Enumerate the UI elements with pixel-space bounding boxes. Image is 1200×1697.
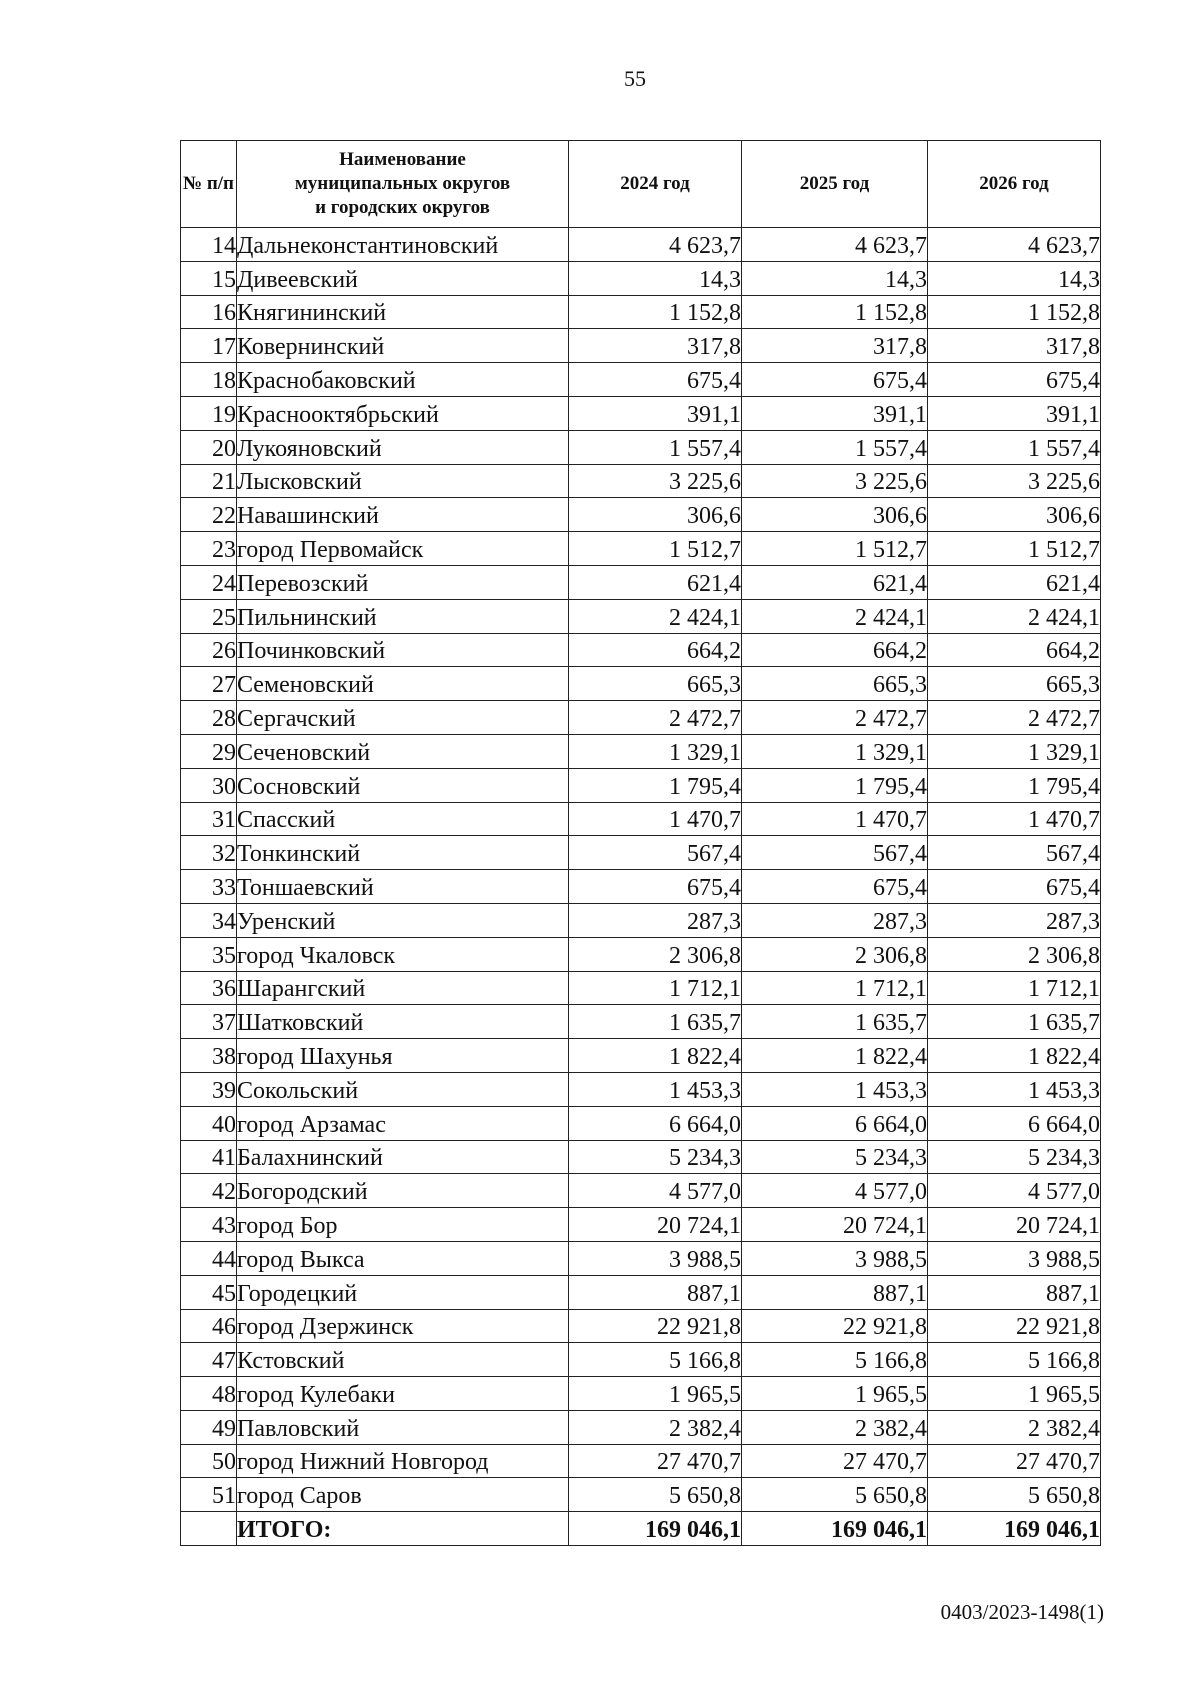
- value-2025: 567,4: [742, 836, 928, 870]
- row-name: город Бор: [237, 1208, 569, 1242]
- table-row: [181, 1343, 1101, 1377]
- value-2026: 1 635,7: [928, 1005, 1101, 1039]
- value-2026: 621,4: [928, 565, 1101, 599]
- table-row: [181, 532, 1101, 566]
- row-name: Городецкий: [237, 1275, 569, 1309]
- table-row: [181, 1072, 1101, 1106]
- row-number: 31: [181, 802, 237, 836]
- value-2026: 4 623,7: [928, 228, 1101, 262]
- value-2026: 887,1: [928, 1275, 1101, 1309]
- value-2024: 1 329,1: [569, 734, 742, 768]
- table-row: [181, 396, 1101, 430]
- header-2026: 2026 год: [928, 141, 1101, 228]
- value-2024: 1 822,4: [569, 1039, 742, 1073]
- value-2025: 2 472,7: [742, 701, 928, 735]
- header-name-line-2: муниципальных округов: [294, 173, 511, 194]
- value-2025: 1 512,7: [742, 532, 928, 566]
- row-number: 30: [181, 768, 237, 802]
- table-row: [181, 971, 1101, 1005]
- value-2024: 2 382,4: [569, 1410, 742, 1444]
- value-2026: 4 577,0: [928, 1174, 1101, 1208]
- table-row: [181, 1275, 1101, 1309]
- table-row: [181, 1444, 1101, 1478]
- table-row: [181, 228, 1101, 262]
- value-2024: 675,4: [569, 363, 742, 397]
- value-2025: 5 234,3: [742, 1140, 928, 1174]
- value-2024: 664,2: [569, 633, 742, 667]
- table-row: [181, 1140, 1101, 1174]
- value-2026: 664,2: [928, 633, 1101, 667]
- value-2025: 665,3: [742, 667, 928, 701]
- table-body: [181, 228, 1101, 1546]
- value-2024: 4 623,7: [569, 228, 742, 262]
- row-number: 29: [181, 734, 237, 768]
- value-2024: 1 965,5: [569, 1377, 742, 1411]
- value-2024: 1 470,7: [569, 802, 742, 836]
- value-2025: 887,1: [742, 1275, 928, 1309]
- value-2026: 1 453,3: [928, 1072, 1101, 1106]
- value-2026: 3 988,5: [928, 1241, 1101, 1275]
- value-2026: 1 965,5: [928, 1377, 1101, 1411]
- total-2024: 169 046,1: [569, 1512, 742, 1546]
- header-num: № п/п: [181, 141, 237, 228]
- table-row: [181, 1106, 1101, 1140]
- row-name: Шарангский: [237, 971, 569, 1005]
- table-row: [181, 701, 1101, 735]
- value-2025: 2 382,4: [742, 1410, 928, 1444]
- row-name: Дальнеконстантиновский: [237, 228, 569, 262]
- value-2025: 1 712,1: [742, 971, 928, 1005]
- value-2026: 1 470,7: [928, 802, 1101, 836]
- value-2026: 14,3: [928, 261, 1101, 295]
- row-name: Княгининский: [237, 295, 569, 329]
- value-2025: 4 577,0: [742, 1174, 928, 1208]
- value-2025: 1 822,4: [742, 1039, 928, 1073]
- value-2024: 287,3: [569, 903, 742, 937]
- table-row: [181, 464, 1101, 498]
- value-2024: 22 921,8: [569, 1309, 742, 1343]
- value-2024: 1 795,4: [569, 768, 742, 802]
- value-2024: 1 512,7: [569, 532, 742, 566]
- row-name: Богородский: [237, 1174, 569, 1208]
- value-2024: 1 453,3: [569, 1072, 742, 1106]
- row-number: 27: [181, 667, 237, 701]
- row-name: город Арзамас: [237, 1106, 569, 1140]
- value-2024: 665,3: [569, 667, 742, 701]
- value-2025: 3 988,5: [742, 1241, 928, 1275]
- table-row: [181, 836, 1101, 870]
- row-number: 41: [181, 1140, 237, 1174]
- row-number: 23: [181, 532, 237, 566]
- row-name: город Нижний Новгород: [237, 1444, 569, 1478]
- row-number: 47: [181, 1343, 237, 1377]
- row-name: Починковский: [237, 633, 569, 667]
- value-2025: 3 225,6: [742, 464, 928, 498]
- header-name-line-3: и городских округов: [315, 197, 490, 218]
- value-2025: 5 650,8: [742, 1478, 928, 1512]
- value-2026: 1 329,1: [928, 734, 1101, 768]
- value-2026: 1 152,8: [928, 295, 1101, 329]
- row-name: Сергачский: [237, 701, 569, 735]
- value-2025: 1 453,3: [742, 1072, 928, 1106]
- row-number: 38: [181, 1039, 237, 1073]
- header-name: [237, 141, 569, 228]
- value-2025: 27 470,7: [742, 1444, 928, 1478]
- value-2025: 1 470,7: [742, 802, 928, 836]
- value-2025: 5 166,8: [742, 1343, 928, 1377]
- row-number: 18: [181, 363, 237, 397]
- value-2025: 6 664,0: [742, 1106, 928, 1140]
- table-row: [181, 1309, 1101, 1343]
- value-2024: 675,4: [569, 870, 742, 904]
- table-row: [181, 1377, 1101, 1411]
- total-2025: 169 046,1: [742, 1512, 928, 1546]
- table-row: [181, 329, 1101, 363]
- total-label: ИТОГО:: [237, 1512, 569, 1546]
- value-2025: 1 152,8: [742, 295, 928, 329]
- row-number: 50: [181, 1444, 237, 1478]
- value-2024: 2 306,8: [569, 937, 742, 971]
- row-name: Ковернинский: [237, 329, 569, 363]
- value-2024: 2 472,7: [569, 701, 742, 735]
- value-2024: 6 664,0: [569, 1106, 742, 1140]
- value-2024: 317,8: [569, 329, 742, 363]
- row-number: 40: [181, 1106, 237, 1140]
- value-2026: 665,3: [928, 667, 1101, 701]
- value-2024: 5 650,8: [569, 1478, 742, 1512]
- row-name: Пильнинский: [237, 599, 569, 633]
- row-name: Павловский: [237, 1410, 569, 1444]
- table-row: [181, 1241, 1101, 1275]
- row-number: 45: [181, 1275, 237, 1309]
- value-2025: 1 965,5: [742, 1377, 928, 1411]
- row-name: город Выкса: [237, 1241, 569, 1275]
- row-name: Сеченовский: [237, 734, 569, 768]
- row-number: 24: [181, 565, 237, 599]
- value-2025: 317,8: [742, 329, 928, 363]
- row-number: 49: [181, 1410, 237, 1444]
- value-2024: 3 988,5: [569, 1241, 742, 1275]
- value-2024: 1 557,4: [569, 430, 742, 464]
- value-2026: 391,1: [928, 396, 1101, 430]
- row-name: Сосновский: [237, 768, 569, 802]
- table-row: [181, 1410, 1101, 1444]
- row-name: Семеновский: [237, 667, 569, 701]
- value-2025: 4 623,7: [742, 228, 928, 262]
- value-2025: 22 921,8: [742, 1309, 928, 1343]
- value-2026: 2 424,1: [928, 599, 1101, 633]
- value-2026: 317,8: [928, 329, 1101, 363]
- row-number: 34: [181, 903, 237, 937]
- value-2024: 27 470,7: [569, 1444, 742, 1478]
- row-number: 17: [181, 329, 237, 363]
- value-2026: 1 795,4: [928, 768, 1101, 802]
- value-2025: 1 795,4: [742, 768, 928, 802]
- value-2025: 306,6: [742, 498, 928, 532]
- row-name: Балахнинский: [237, 1140, 569, 1174]
- row-name: Сокольский: [237, 1072, 569, 1106]
- row-name: Уренский: [237, 903, 569, 937]
- value-2025: 621,4: [742, 565, 928, 599]
- value-2026: 3 225,6: [928, 464, 1101, 498]
- row-number: 43: [181, 1208, 237, 1242]
- value-2026: 567,4: [928, 836, 1101, 870]
- value-2026: 1 822,4: [928, 1039, 1101, 1073]
- value-2025: 2 306,8: [742, 937, 928, 971]
- value-2025: 20 724,1: [742, 1208, 928, 1242]
- page-number: 55: [624, 66, 646, 91]
- value-2026: 6 664,0: [928, 1106, 1101, 1140]
- value-2025: 675,4: [742, 870, 928, 904]
- row-number: 21: [181, 464, 237, 498]
- table-header-row: [181, 141, 1101, 228]
- table-row: [181, 903, 1101, 937]
- value-2024: 4 577,0: [569, 1174, 742, 1208]
- total-number-cell: [181, 1512, 237, 1546]
- row-name: город Саров: [237, 1478, 569, 1512]
- total-2026: 169 046,1: [928, 1512, 1101, 1546]
- row-number: 44: [181, 1241, 237, 1275]
- value-2026: 1 557,4: [928, 430, 1101, 464]
- value-2024: 1 635,7: [569, 1005, 742, 1039]
- value-2024: 14,3: [569, 261, 742, 295]
- row-number: 26: [181, 633, 237, 667]
- row-name: Лысковский: [237, 464, 569, 498]
- value-2025: 2 424,1: [742, 599, 928, 633]
- value-2026: 675,4: [928, 870, 1101, 904]
- table-row: [181, 937, 1101, 971]
- row-number: 42: [181, 1174, 237, 1208]
- value-2024: 306,6: [569, 498, 742, 532]
- value-2025: 287,3: [742, 903, 928, 937]
- row-number: 36: [181, 971, 237, 1005]
- table-row: [181, 1208, 1101, 1242]
- value-2024: 391,1: [569, 396, 742, 430]
- row-number: 16: [181, 295, 237, 329]
- table-row: [181, 734, 1101, 768]
- value-2024: 1 712,1: [569, 971, 742, 1005]
- row-name: Шатковский: [237, 1005, 569, 1039]
- row-number: 20: [181, 430, 237, 464]
- value-2026: 287,3: [928, 903, 1101, 937]
- row-number: 14: [181, 228, 237, 262]
- value-2025: 675,4: [742, 363, 928, 397]
- table-row: [181, 1039, 1101, 1073]
- value-2026: 2 306,8: [928, 937, 1101, 971]
- table-row: [181, 1005, 1101, 1039]
- row-number: 37: [181, 1005, 237, 1039]
- header-name-line-1: Наименование: [339, 149, 466, 170]
- table-row: [181, 870, 1101, 904]
- row-name: Краснооктябрьский: [237, 396, 569, 430]
- row-name: Тонкинский: [237, 836, 569, 870]
- row-name: Спасский: [237, 802, 569, 836]
- row-name: Краснобаковский: [237, 363, 569, 397]
- row-name: Тоншаевский: [237, 870, 569, 904]
- row-name: город Чкаловск: [237, 937, 569, 971]
- row-number: 48: [181, 1377, 237, 1411]
- row-number: 28: [181, 701, 237, 735]
- table-row: [181, 363, 1101, 397]
- value-2024: 567,4: [569, 836, 742, 870]
- row-name: Лукояновский: [237, 430, 569, 464]
- value-2024: 2 424,1: [569, 599, 742, 633]
- header-2025: 2025 год: [742, 141, 928, 228]
- total-row: [181, 1512, 1101, 1546]
- row-number: 51: [181, 1478, 237, 1512]
- value-2026: 675,4: [928, 363, 1101, 397]
- document-code: 0403/2023-1498(1): [940, 1600, 1104, 1624]
- table-row: [181, 633, 1101, 667]
- value-2026: 2 382,4: [928, 1410, 1101, 1444]
- table-row: [181, 565, 1101, 599]
- row-name: город Шахунья: [237, 1039, 569, 1073]
- row-name: город Дзержинск: [237, 1309, 569, 1343]
- table-row: [181, 295, 1101, 329]
- value-2026: 1 512,7: [928, 532, 1101, 566]
- value-2024: 5 166,8: [569, 1343, 742, 1377]
- row-name: город Кулебаки: [237, 1377, 569, 1411]
- row-number: 25: [181, 599, 237, 633]
- value-2026: 2 472,7: [928, 701, 1101, 735]
- row-number: 15: [181, 261, 237, 295]
- table-row: [181, 261, 1101, 295]
- value-2026: 1 712,1: [928, 971, 1101, 1005]
- value-2025: 391,1: [742, 396, 928, 430]
- value-2026: 27 470,7: [928, 1444, 1101, 1478]
- value-2024: 621,4: [569, 565, 742, 599]
- table-row: [181, 1478, 1101, 1512]
- row-number: 22: [181, 498, 237, 532]
- table-row: [181, 802, 1101, 836]
- table-row: [181, 1174, 1101, 1208]
- row-name: Дивеевский: [237, 261, 569, 295]
- table-row: [181, 599, 1101, 633]
- row-number: 39: [181, 1072, 237, 1106]
- row-name: город Первомайск: [237, 532, 569, 566]
- row-number: 46: [181, 1309, 237, 1343]
- value-2024: 3 225,6: [569, 464, 742, 498]
- value-2025: 1 329,1: [742, 734, 928, 768]
- value-2026: 5 166,8: [928, 1343, 1101, 1377]
- table-row: [181, 667, 1101, 701]
- row-name: Кстовский: [237, 1343, 569, 1377]
- table-row: [181, 498, 1101, 532]
- table-row: [181, 768, 1101, 802]
- value-2026: 20 724,1: [928, 1208, 1101, 1242]
- value-2025: 1 557,4: [742, 430, 928, 464]
- value-2024: 1 152,8: [569, 295, 742, 329]
- value-2026: 306,6: [928, 498, 1101, 532]
- value-2026: 5 650,8: [928, 1478, 1101, 1512]
- value-2024: 20 724,1: [569, 1208, 742, 1242]
- allocation-table: [180, 140, 1101, 1546]
- value-2025: 1 635,7: [742, 1005, 928, 1039]
- header-2024: 2024 год: [569, 141, 742, 228]
- row-number: 32: [181, 836, 237, 870]
- value-2025: 14,3: [742, 261, 928, 295]
- row-number: 19: [181, 396, 237, 430]
- value-2025: 664,2: [742, 633, 928, 667]
- value-2024: 5 234,3: [569, 1140, 742, 1174]
- row-name: Навашинский: [237, 498, 569, 532]
- table-row: [181, 430, 1101, 464]
- value-2026: 22 921,8: [928, 1309, 1101, 1343]
- value-2024: 887,1: [569, 1275, 742, 1309]
- row-name: Перевозский: [237, 565, 569, 599]
- value-2026: 5 234,3: [928, 1140, 1101, 1174]
- row-number: 35: [181, 937, 237, 971]
- row-number: 33: [181, 870, 237, 904]
